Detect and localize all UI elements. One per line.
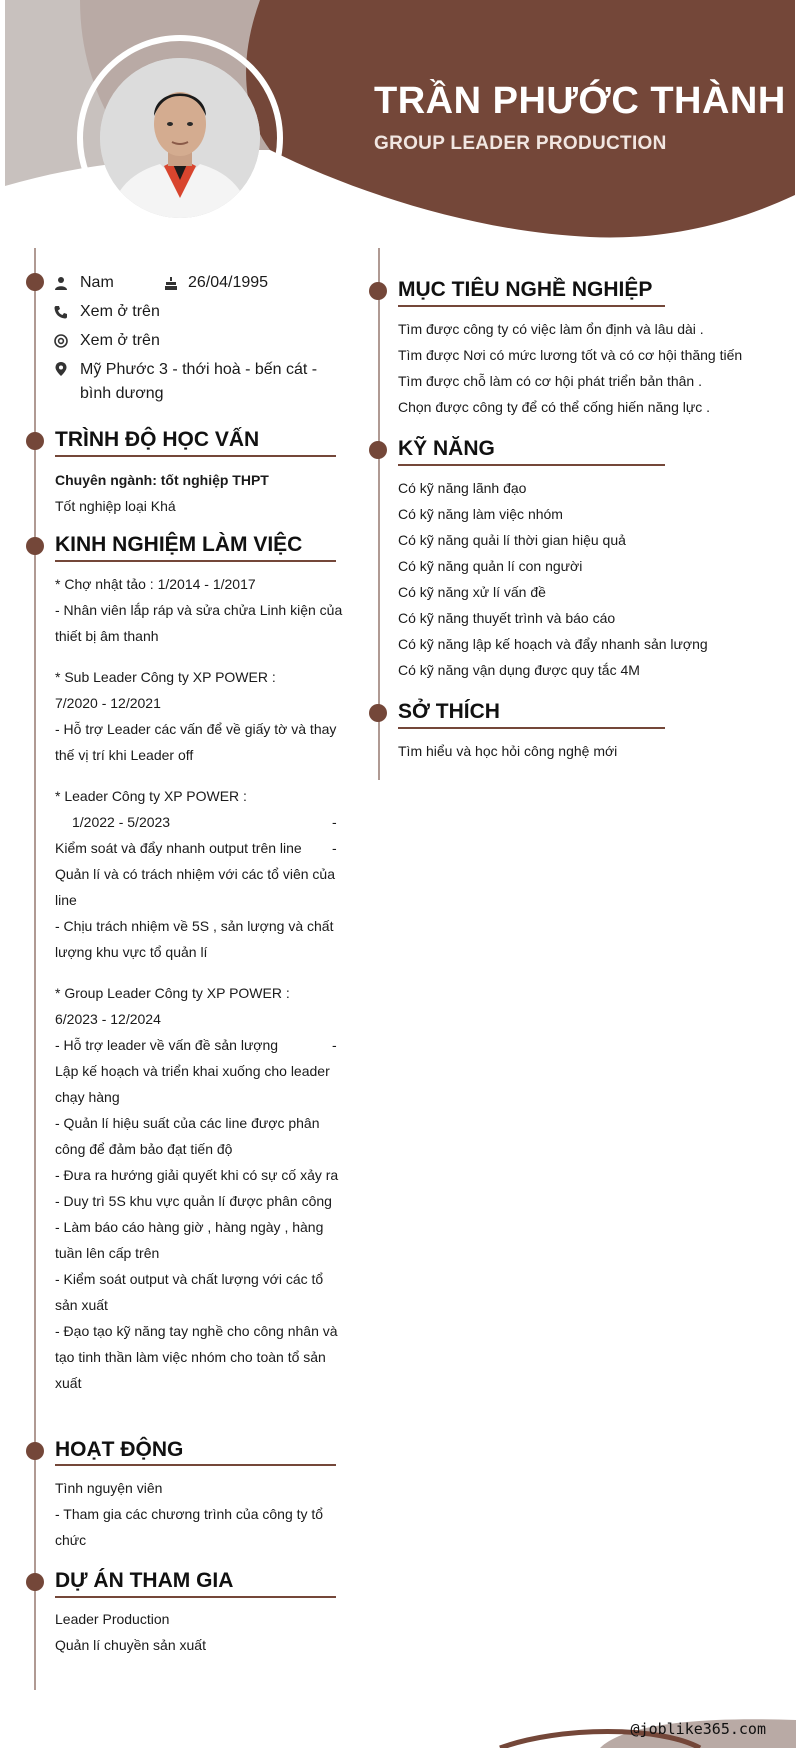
watermark-text: @joblike365.com	[630, 1720, 766, 1738]
experience-line: - Kiểm soát output và chất lượng với các tổ	[55, 1271, 324, 1287]
experience-line: xuất	[55, 1375, 82, 1391]
experience-underline	[55, 560, 336, 562]
experience-line: Kiểm soát và đẩy nhanh output trên line	[55, 840, 302, 856]
skills-title: KỸ NĂNG	[398, 437, 495, 460]
experience-line: lượng khu vực tổ quản lí	[55, 944, 208, 960]
activities-line: - Tham gia các chương trình của công ty tổ	[55, 1506, 324, 1522]
experience-line: line	[55, 892, 77, 908]
experience-line: Quản lí và có trách nhiệm với các tổ viên của	[55, 866, 335, 882]
skill-item: Có kỹ năng xử lí vấn đề	[398, 584, 546, 600]
experience-line: - Quản lí hiệu suất của các line được phân	[55, 1115, 320, 1131]
experience-line: 6/2023 - 12/2024	[55, 1011, 161, 1027]
projects-underline	[55, 1596, 336, 1598]
location-pin-icon	[54, 362, 68, 376]
experience-dash: -	[332, 840, 337, 856]
hobbies-dot	[369, 704, 387, 722]
skill-item: Có kỹ năng quản lí con người	[398, 558, 583, 574]
candidate-name: TRẦN PHƯỚC THÀNH	[374, 80, 786, 122]
phone-icon	[54, 305, 68, 319]
experience-line: - Đưa ra hướng giải quyết khi có sự cố xảy ra	[55, 1167, 339, 1183]
objective-line: Tìm được Nơi có mức lương tốt và có cơ hội thăng tiến	[398, 347, 743, 363]
experience-line: * Leader Công ty XP POWER :	[55, 788, 247, 804]
address-line-2: bình dương	[80, 385, 164, 402]
experience-line: - Chịu trách nhiệm về 5S , sản lượng và chất	[55, 918, 334, 934]
objective-dot	[369, 282, 387, 300]
activities-line: chức	[55, 1532, 87, 1548]
education-major: Chuyên ngành: tốt nghiệp THPT	[55, 472, 269, 488]
activities-line: Tình nguyện viên	[55, 1480, 163, 1496]
skills-dot	[369, 441, 387, 459]
experience-line: thế vị trí khi Leader off	[55, 747, 194, 763]
phone-value: Xem ở trên	[80, 303, 160, 320]
email-value: Xem ở trên	[80, 332, 160, 349]
gender-value: Nam	[80, 274, 114, 291]
experience-dash: -	[332, 1037, 337, 1053]
skill-item: Có kỹ năng lãnh đạo	[398, 480, 527, 496]
experience-line: 1/2022 - 5/2023	[72, 814, 171, 830]
projects-dot	[26, 1573, 44, 1591]
right-timeline-line	[378, 248, 380, 780]
projects-line: Quản lí chuyền sản xuất	[55, 1637, 206, 1653]
experience-line: - Làm báo cáo hàng giờ , hàng ngày , hàng	[55, 1219, 324, 1235]
skill-item: Có kỹ năng thuyết trình và báo cáo	[398, 610, 616, 626]
experience-line: * Group Leader Công ty XP POWER :	[55, 985, 290, 1001]
profile-photo	[100, 58, 260, 218]
projects-title: DỰ ÁN THAM GIA	[55, 1569, 234, 1592]
experience-line: - Đạo tạo kỹ năng tay nghề cho công nhân và	[55, 1323, 338, 1339]
skill-item: Có kỹ năng làm việc nhóm	[398, 506, 563, 522]
contact-dot	[26, 273, 44, 291]
experience-line: sản xuất	[55, 1297, 108, 1313]
activities-title: HOẠT ĐỘNG	[55, 1438, 184, 1461]
objective-line: Tìm được chỗ làm có cơ hội phát triển bản thân .	[398, 373, 702, 389]
education-title: TRÌNH ĐỘ HỌC VẤN	[55, 428, 260, 451]
skills-underline	[398, 464, 665, 466]
skill-item: Có kỹ năng vận dụng được quy tắc 4M	[398, 662, 640, 678]
projects-line: Leader Production	[55, 1611, 170, 1627]
experience-line: - Nhân viên lắp ráp và sửa chửa Linh kiện của	[55, 602, 343, 618]
experience-line: thiết bị âm thanh	[55, 628, 159, 644]
experience-line: công để đảm bảo đạt tiến độ	[55, 1141, 233, 1157]
experience-line: - Hỗ trợ Leader các vấn để về giấy tờ và thay	[55, 721, 337, 737]
hobby-item: Tìm hiểu và học hỏi công nghệ mới	[398, 743, 618, 759]
email-icon	[54, 334, 68, 348]
objective-line: Chọn được công ty để có thể cống hiến năng lực .	[398, 399, 711, 415]
objective-title: MỤC TIÊU NGHỀ NGHIỆP	[398, 278, 653, 301]
hobbies-title: SỞ THÍCH	[398, 700, 500, 723]
job-title: GROUP LEADER PRODUCTION	[374, 133, 667, 154]
experience-line: Lập kế hoạch và triển khai xuống cho leader	[55, 1063, 330, 1079]
address-line-1: Mỹ Phước 3 - thới hoà - bến cát -	[80, 361, 318, 378]
education-dot	[26, 432, 44, 450]
skill-item: Có kỹ năng lập kế hoạch và đẩy nhanh sản lượng	[398, 636, 708, 652]
experience-dash: -	[332, 814, 337, 830]
experience-line: tạo tinh thần làm việc nhóm cho toàn tổ sản	[55, 1349, 326, 1365]
objective-underline	[398, 305, 665, 307]
experience-line: * Chợ nhật tảo : 1/2014 - 1/2017	[55, 576, 256, 592]
education-underline	[55, 455, 336, 457]
experience-line: - Hỗ trợ leader về vấn đề sản lượng	[55, 1037, 279, 1053]
activities-dot	[26, 1442, 44, 1460]
experience-title: KINH NGHIỆM LÀM VIỆC	[55, 533, 303, 556]
experience-line: - Duy trì 5S khu vực quản lí được phân công	[55, 1193, 332, 1209]
experience-line: * Sub Leader Công ty XP POWER :	[55, 669, 276, 685]
activities-underline	[55, 1464, 336, 1466]
cake-icon	[164, 276, 178, 290]
birthday-value: 26/04/1995	[188, 274, 269, 291]
education-grade: Tốt nghiệp loại Khá	[55, 498, 176, 514]
hobbies-underline	[398, 727, 665, 729]
experience-dot	[26, 537, 44, 555]
objective-line: Tìm được công ty có việc làm ổn định và lâu dài .	[398, 321, 704, 337]
experience-line: tuần lên cấp trên	[55, 1245, 160, 1261]
left-timeline-line	[34, 248, 36, 1690]
skill-item: Có kỹ năng quải lí thời gian hiệu quả	[398, 532, 626, 548]
experience-line: chạy hàng	[55, 1089, 120, 1105]
person-icon	[54, 276, 68, 290]
experience-line: 7/2020 - 12/2021	[55, 695, 161, 711]
